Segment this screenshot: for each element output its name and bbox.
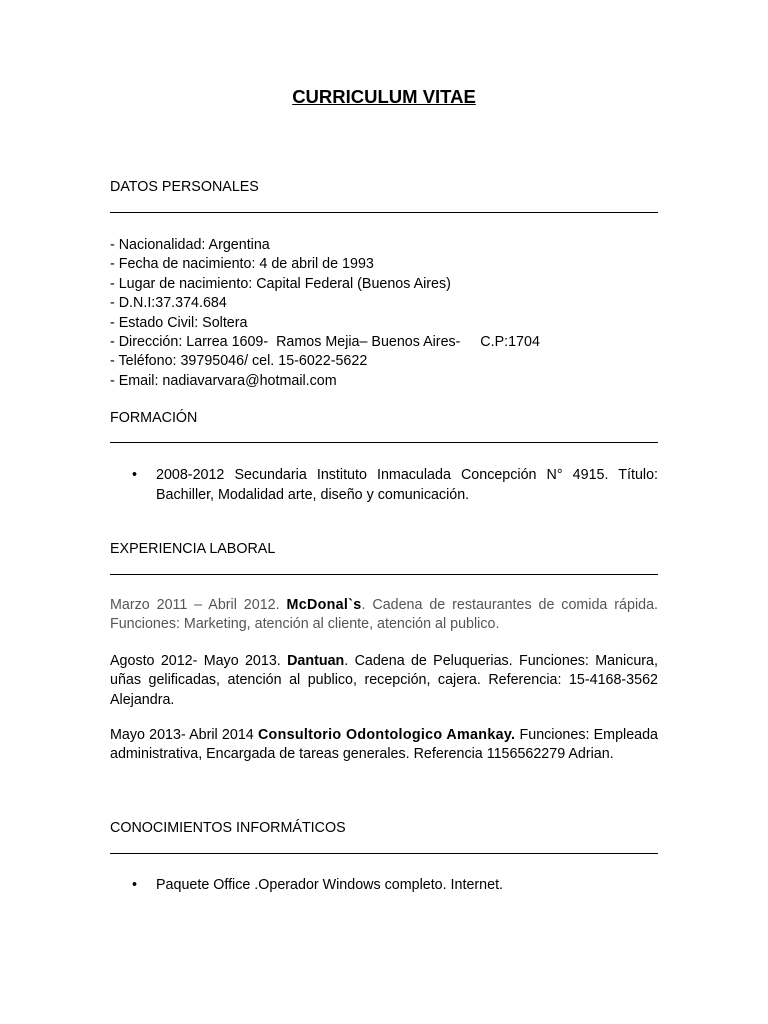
document-title: CURRICULUM VITAE — [292, 86, 476, 107]
personal-data-item: - D.N.I:37.374.684 — [110, 295, 227, 312]
personal-data-item: - Lugar de nacimiento: Capital Federal (Buenos Aires) — [110, 275, 451, 292]
section-divider — [110, 574, 658, 575]
section-divider — [110, 442, 658, 443]
section-divider — [110, 212, 658, 213]
section-heading-datos-personales: DATOS PERSONALES — [110, 179, 259, 195]
education-text: 2008-2012 Secundaria Instituto Inmaculada Concepción N° 4915. Título: Bachiller, Modalidad arte, diseño y comunicación. — [156, 467, 658, 503]
bullet-icon: • — [132, 877, 138, 893]
personal-data-item: - Email: nadiavarvara@hotmail.com — [110, 372, 337, 389]
skills-item — [132, 876, 658, 896]
job-dates: Agosto 2012- Mayo 2013. — [110, 653, 281, 669]
personal-data-item: - Teléfono: 39795046/ cel. 15-6022-5622 — [110, 353, 368, 370]
section-heading-formacion: FORMACIÓN — [110, 410, 198, 426]
personal-data-item: - Dirección: Larrea 1609- Ramos Mejia– Buenos Aires- C.P:1704 — [110, 334, 540, 351]
job-description: Funciones: Empleada administrativa, Encargada de tareas generales. Referencia 1156562279 Adrian. — [110, 727, 659, 763]
job-entry — [110, 726, 658, 765]
bullet-icon: • — [132, 467, 138, 483]
job-company: McDonal`s — [286, 597, 362, 613]
job-description: . Cadena de restaurantes de comida rápida. Funciones: Marketing, atención al cliente, atención al publico. — [110, 597, 658, 633]
job-dates: Mayo 2013- Abril 2014 — [110, 727, 254, 743]
section-divider — [110, 853, 658, 854]
job-dates: Marzo 2011 – Abril 2012. — [110, 597, 280, 613]
skills-text: Paquete Office .Operador Windows completo. Internet. — [156, 877, 504, 893]
job-description: . Cadena de Peluquerias. Funciones: Manicura, uñas gelificadas, atención al publico, recepción, cajera. Referencia: 15-4168-3562 Alejandra. — [110, 653, 658, 708]
personal-data-list — [110, 236, 658, 391]
section-heading-experiencia: EXPERIENCIA LABORAL — [110, 541, 276, 557]
education-item — [132, 466, 658, 505]
job-company: Dantuan — [287, 653, 345, 669]
personal-data-item: - Fecha de nacimiento: 4 de abril de 1993 — [110, 256, 374, 273]
job-entry — [110, 596, 658, 635]
job-entry — [110, 652, 658, 710]
personal-data-item: - Estado Civil: Soltera — [110, 314, 248, 331]
personal-data-item: - Nacionalidad: Argentina — [110, 237, 270, 253]
section-heading-conocimientos: CONOCIMIENTOS INFORMÁTICOS — [110, 820, 346, 836]
job-company: Consultorio Odontologico Amankay. — [257, 727, 516, 743]
